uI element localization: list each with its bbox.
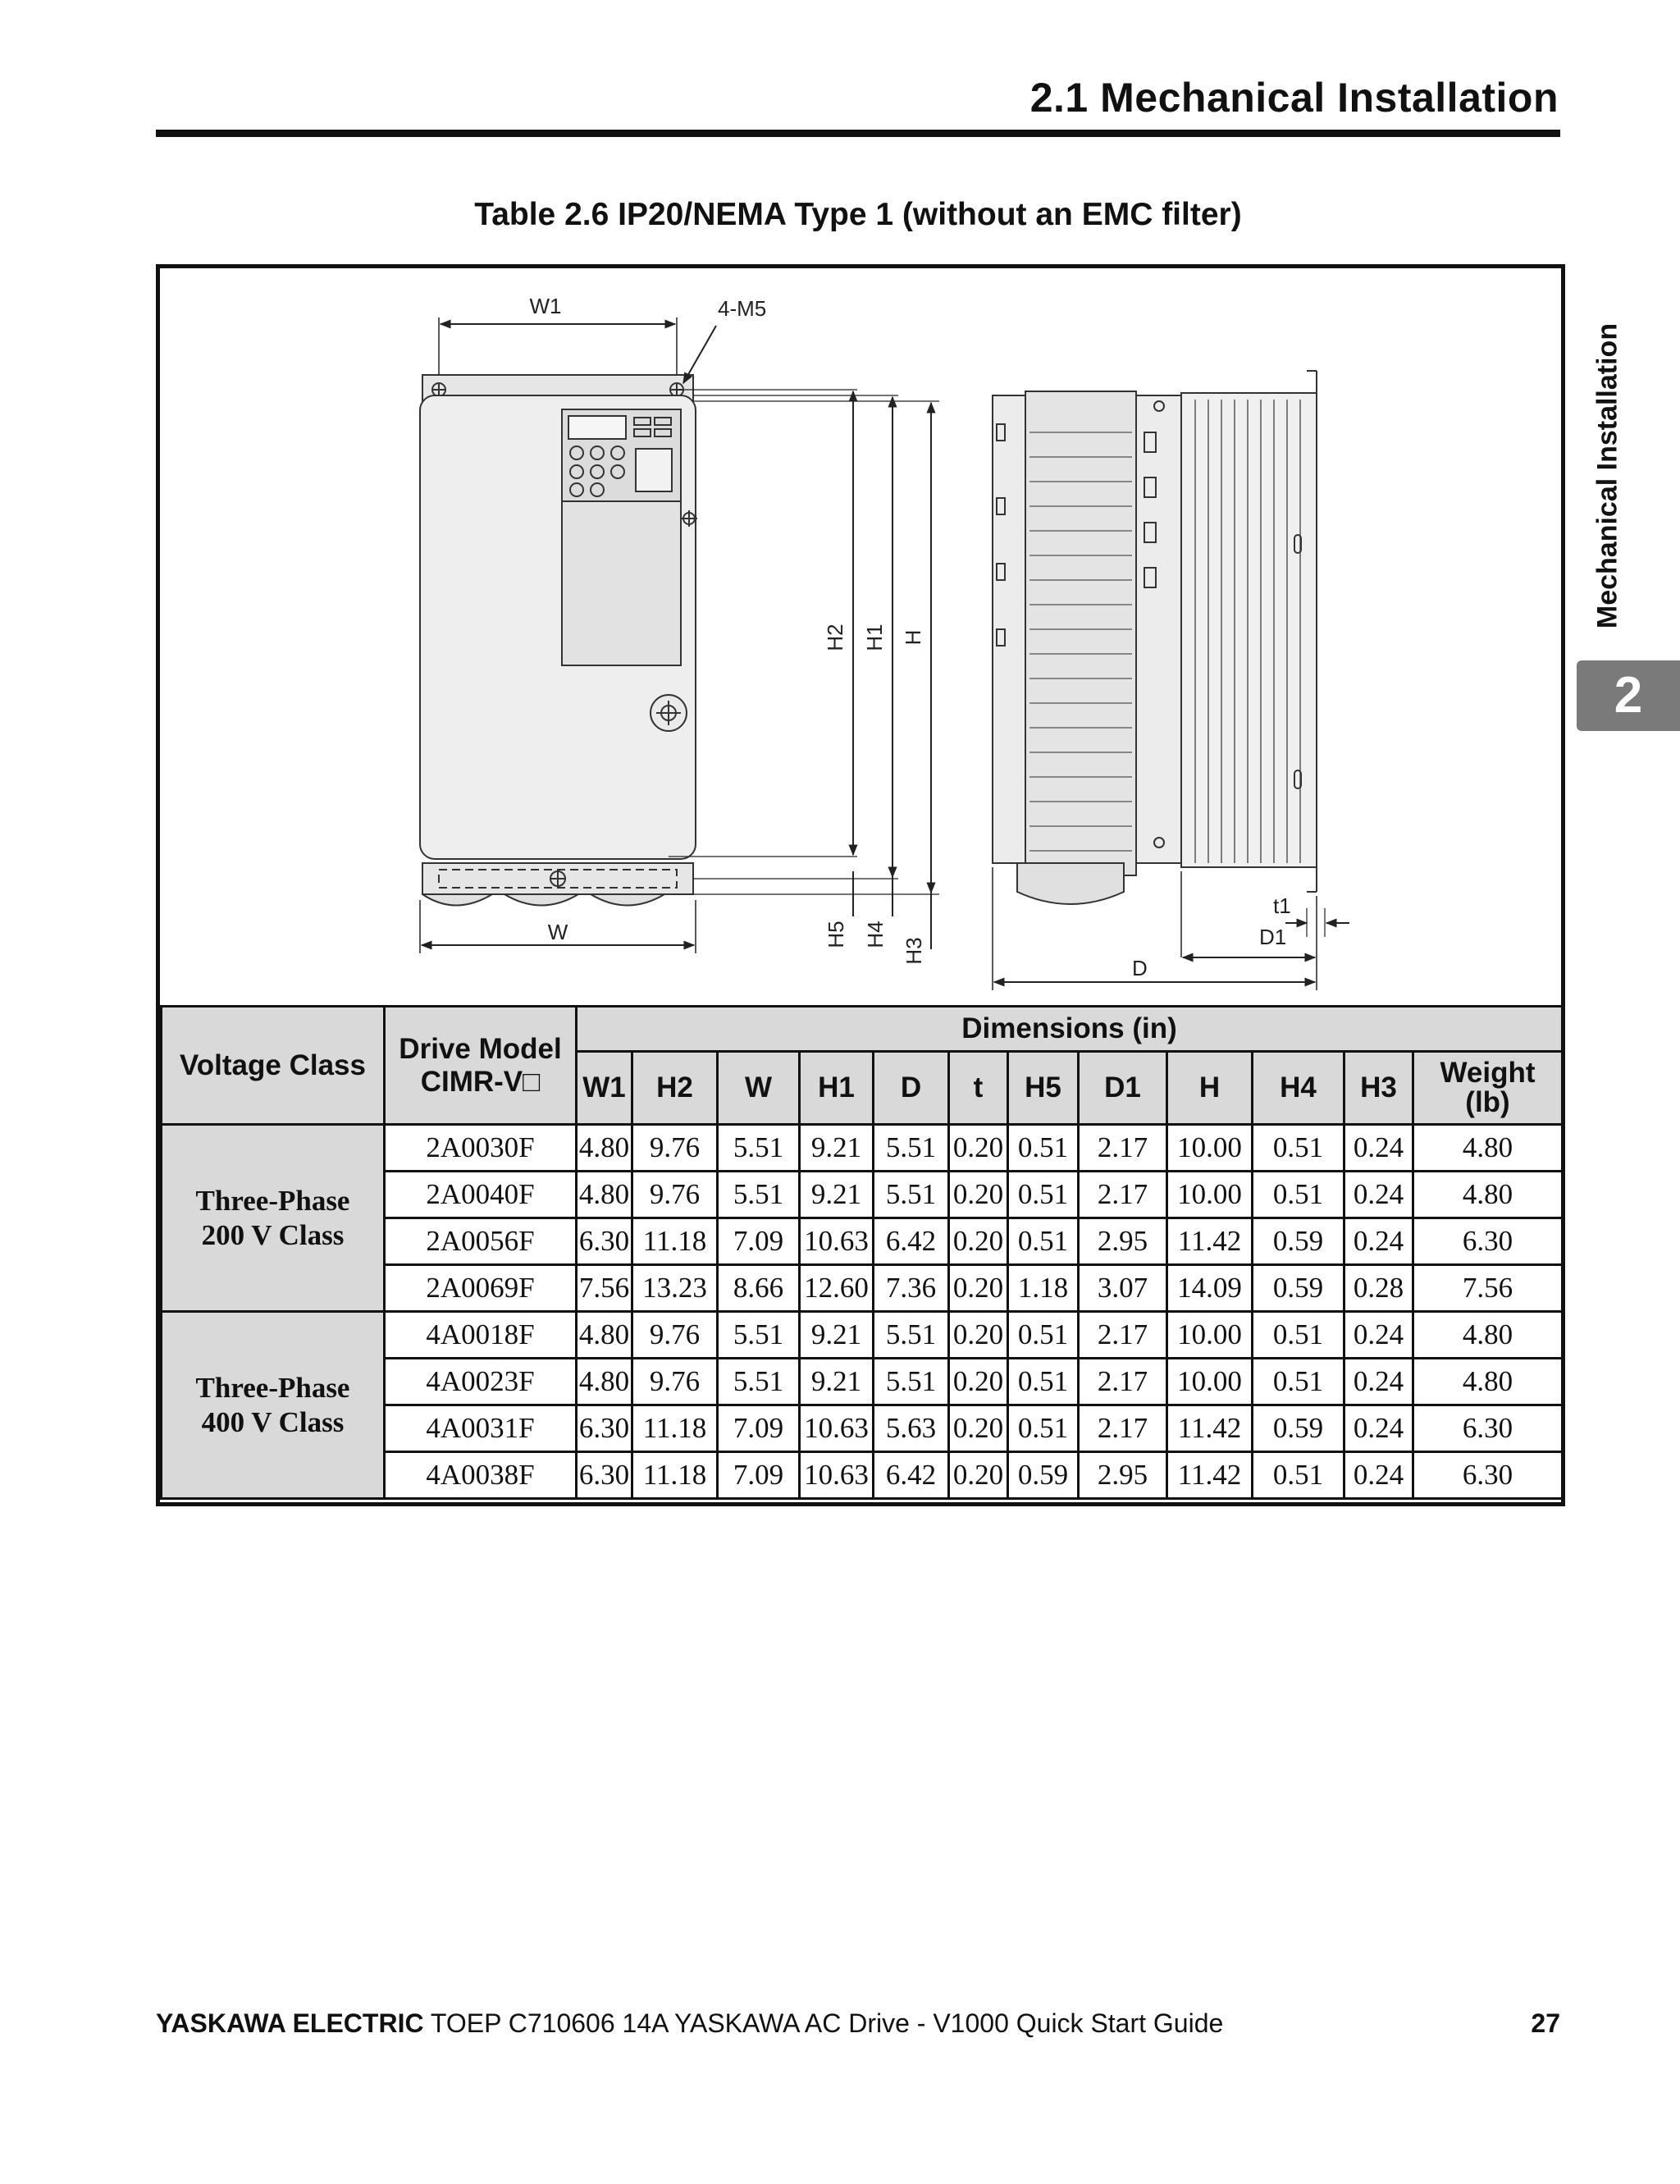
cell: 4.80 [1413,1312,1563,1359]
front-view [420,375,697,906]
cell: 9.76 [632,1312,718,1359]
cell: 1.18 [1008,1265,1079,1312]
cell: 2.17 [1079,1172,1167,1218]
cell: 0.20 [949,1359,1008,1405]
dimension-drawing [160,268,1561,1005]
table-row [162,1125,1563,1172]
cell: 11.42 [1167,1452,1253,1499]
cell: 2A0030F [385,1125,577,1172]
cell: 0.24 [1344,1452,1413,1499]
cell: 5.51 [874,1125,949,1172]
header-col-h5: H5 [1008,1052,1079,1125]
cell: 9.21 [800,1172,874,1218]
cell: 2.17 [1079,1405,1167,1452]
header-col-weight [1413,1052,1563,1125]
cell: 12.60 [800,1265,874,1312]
label-h3: H3 [902,937,926,965]
cell: 2.17 [1079,1359,1167,1405]
cell: 0.51 [1008,1172,1079,1218]
header-col-h4: H4 [1253,1052,1344,1125]
cell: 5.51 [874,1312,949,1359]
header-col-d: D [874,1052,949,1125]
cell: 0.51 [1008,1405,1079,1452]
cell: 0.20 [949,1125,1008,1172]
cell: 4A0023F [385,1359,577,1405]
cell: 7.09 [718,1218,800,1265]
cell: 2A0069F [385,1265,577,1312]
cell: 10.00 [1167,1125,1253,1172]
header-dimensions: Dimensions (in) [577,1007,1563,1052]
cell: 4A0038F [385,1452,577,1499]
cell: 11.42 [1167,1218,1253,1265]
header-drive-model-line2: CIMR-V□ [420,1065,541,1098]
cell: 14.09 [1167,1265,1253,1312]
cell: 0.51 [1253,1125,1344,1172]
cell: 9.76 [632,1359,718,1405]
cell: 0.24 [1344,1359,1413,1405]
cell: 8.66 [718,1265,800,1312]
cell: 5.63 [874,1405,949,1452]
cell: 6.30 [577,1452,632,1499]
cell: 6.42 [874,1218,949,1265]
cell: 0.24 [1344,1172,1413,1218]
table-caption: Table 2.6 IP20/NEMA Type 1 (without an EMC filter) [474,197,1242,232]
cell: 5.51 [874,1359,949,1405]
chapter-tab: 2 [1577,660,1680,731]
cell: 0.20 [949,1172,1008,1218]
label-h1: H1 [862,624,887,651]
cell: 0.24 [1344,1125,1413,1172]
cell: 6.30 [1413,1452,1563,1499]
cell: 2.95 [1079,1452,1167,1499]
cell: 6.42 [874,1452,949,1499]
header-weight-line1: Weight [1440,1057,1536,1089]
cell: 10.63 [800,1218,874,1265]
side-view [993,371,1317,904]
cell: 2A0056F [385,1218,577,1265]
cell: 0.51 [1008,1125,1079,1172]
cell: 0.20 [949,1312,1008,1359]
cell: 0.20 [949,1218,1008,1265]
header-drive-model [385,1007,577,1125]
cell: 2.17 [1079,1125,1167,1172]
cell: 0.59 [1253,1265,1344,1312]
cell: 10.63 [800,1405,874,1452]
cell: 0.20 [949,1265,1008,1312]
cell: 9.76 [632,1172,718,1218]
cell: 4A0018F [385,1312,577,1359]
cell: 0.59 [1253,1218,1344,1265]
voltage-class-cell: Three-Phase 200 V Class [162,1125,385,1312]
label-w1: W1 [529,294,562,318]
page-footer [156,2008,1560,2039]
cell: 5.51 [874,1172,949,1218]
cell: 10.00 [1167,1359,1253,1405]
label-t1: t1 [1273,893,1291,918]
cell: 6.30 [577,1405,632,1452]
footer-brand: YASKAWA ELECTRIC [156,2008,424,2038]
header-col-h1: H1 [800,1052,874,1125]
header-col-w: W [718,1052,800,1125]
header-voltage-class: Voltage Class [162,1007,385,1125]
cell: 4.80 [577,1172,632,1218]
cell: 0.24 [1344,1218,1413,1265]
header-col-d1: D1 [1079,1052,1167,1125]
header-col-h: H [1167,1052,1253,1125]
cell: 0.20 [949,1452,1008,1499]
cell: 4.80 [577,1359,632,1405]
label-4m5: 4-M5 [718,296,767,321]
cell: 0.24 [1344,1312,1413,1359]
label-w: W [547,920,568,944]
cell: 2.95 [1079,1218,1167,1265]
cell: 5.51 [718,1359,800,1405]
header-col-h2: H2 [632,1052,718,1125]
page-number: 27 [1531,2008,1560,2038]
cell: 10.00 [1167,1172,1253,1218]
cell: 9.76 [632,1125,718,1172]
cell: 0.20 [949,1405,1008,1452]
cell: 9.21 [800,1125,874,1172]
cell: 0.28 [1344,1265,1413,1312]
cell: 13.23 [632,1265,718,1312]
label-d: D [1132,956,1148,980]
cell: 9.21 [800,1312,874,1359]
header-col-h3: H3 [1344,1052,1413,1125]
header-weight-line2: (lb) [1465,1086,1510,1118]
cell: 6.30 [1413,1405,1563,1452]
label-h4: H4 [863,921,888,948]
cell: 10.63 [800,1452,874,1499]
label-h2: H2 [823,624,847,651]
cell: 7.56 [1413,1265,1563,1312]
header-drive-model-line1: Drive Model [399,1032,562,1065]
cell: 5.51 [718,1125,800,1172]
cell: 5.51 [718,1312,800,1359]
dimensions-table [160,1005,1564,1500]
cell: 0.59 [1008,1452,1079,1499]
cell: 11.18 [632,1405,718,1452]
cell: 4.80 [577,1125,632,1172]
side-tab-label: Mechanical Installation [1591,322,1623,629]
cell: 9.21 [800,1359,874,1405]
cell: 6.30 [1413,1218,1563,1265]
header-col-w1: W1 [577,1052,632,1125]
cell: 0.51 [1008,1359,1079,1405]
cell: 0.59 [1253,1405,1344,1452]
cell: 0.51 [1008,1218,1079,1265]
cell: 4.80 [577,1312,632,1359]
section-title: 2.1 Mechanical Installation [1029,75,1559,121]
cell: 11.18 [632,1218,718,1265]
cell: 10.00 [1167,1312,1253,1359]
cell: 0.24 [1344,1405,1413,1452]
cell: 4.80 [1413,1125,1563,1172]
cell: 7.09 [718,1452,800,1499]
cell: 0.51 [1008,1312,1079,1359]
header-col-t: t [949,1052,1008,1125]
cell: 4.80 [1413,1172,1563,1218]
label-d1: D1 [1259,925,1287,949]
cell: 5.51 [718,1172,800,1218]
cell: 7.56 [577,1265,632,1312]
footer-doc: TOEP C710606 14A YASKAWA AC Drive - V1000 Quick Start Guide [423,2008,1224,2038]
cell: 4A0031F [385,1405,577,1452]
label-h: H [901,629,925,646]
cell: 2.17 [1079,1312,1167,1359]
cell: 6.30 [577,1218,632,1265]
cell: 7.36 [874,1265,949,1312]
header-rule [156,130,1560,137]
cell: 4.80 [1413,1359,1563,1405]
cell: 2A0040F [385,1172,577,1218]
cell: 0.51 [1253,1452,1344,1499]
table-row [162,1312,1563,1359]
label-h5: H5 [824,921,848,948]
cell: 7.09 [718,1405,800,1452]
cell: 0.51 [1253,1172,1344,1218]
cell: 11.18 [632,1452,718,1499]
cell: 3.07 [1079,1265,1167,1312]
cell: 0.51 [1253,1312,1344,1359]
cell: 0.51 [1253,1359,1344,1405]
voltage-class-cell: Three-Phase 400 V Class [162,1312,385,1499]
dimension-table-frame [156,264,1565,1506]
cell: 11.42 [1167,1405,1253,1452]
